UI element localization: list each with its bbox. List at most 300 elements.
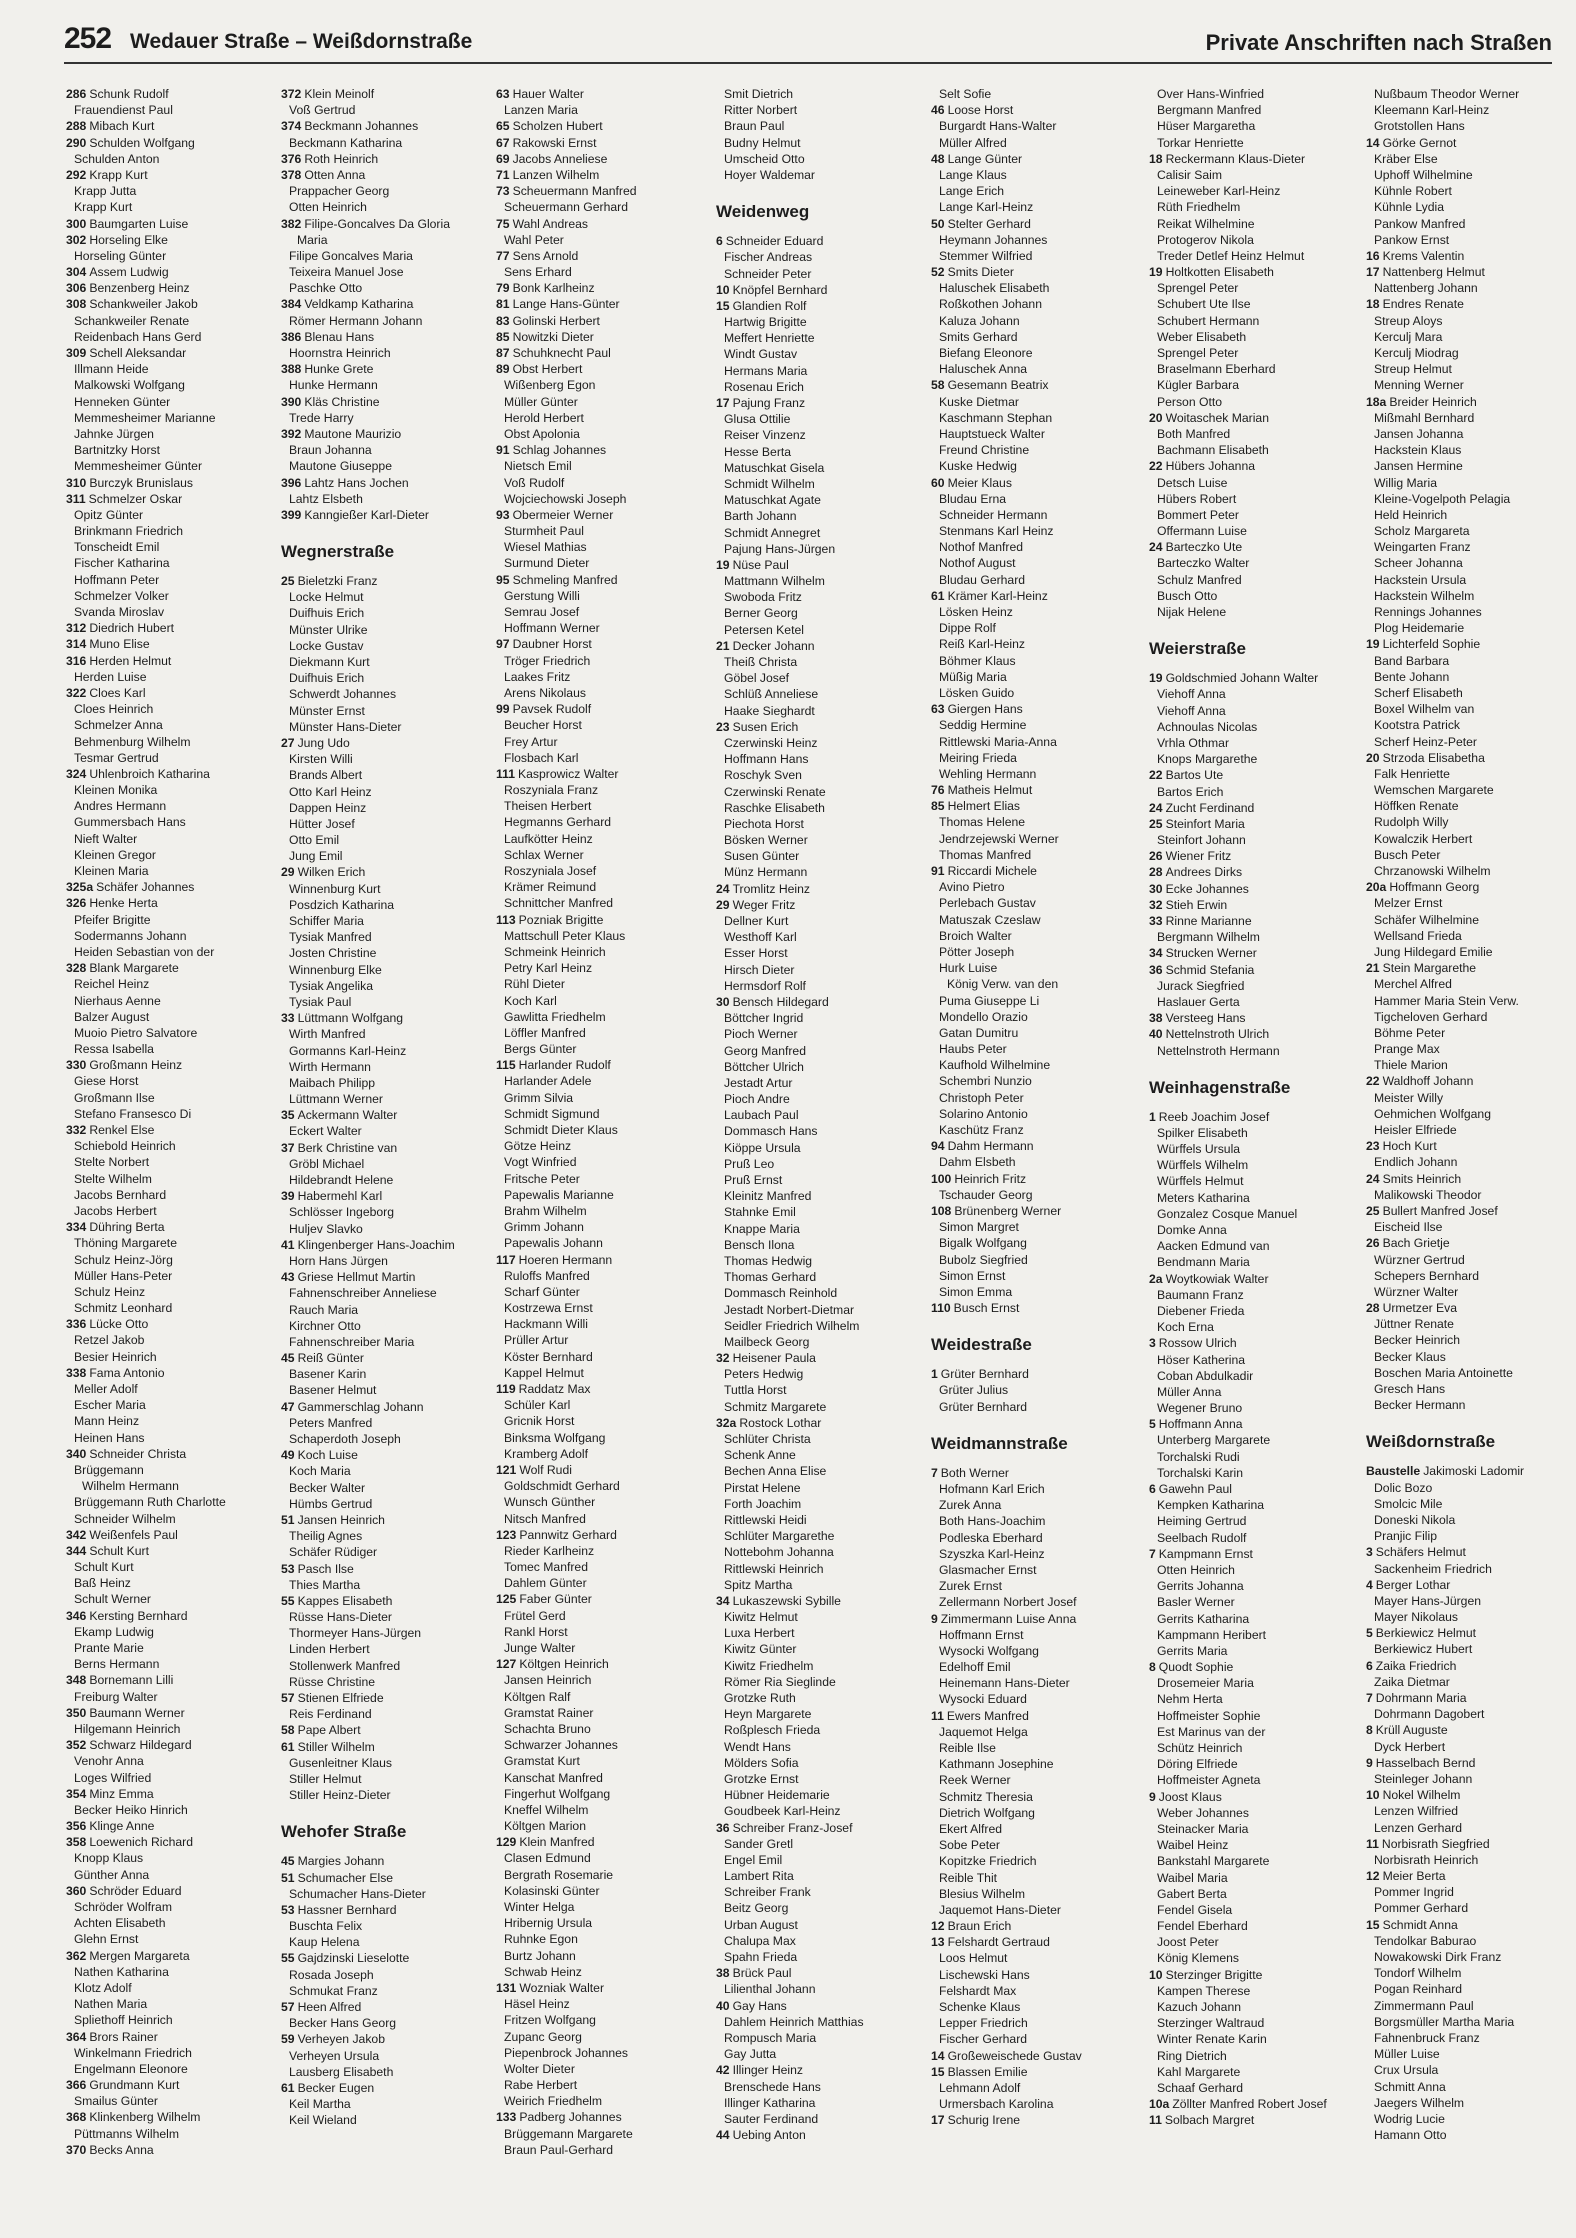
address-entry xyxy=(931,264,1141,280)
address-entry xyxy=(66,701,276,717)
resident-name: Burgardt Hans-Walter xyxy=(939,119,1057,134)
address-entry xyxy=(931,442,1141,458)
address-entry xyxy=(496,798,706,814)
address-entry xyxy=(66,313,276,329)
resident-name: Plog Heidemarie xyxy=(1374,621,1465,636)
address-entry xyxy=(281,458,491,474)
house-number: 36 xyxy=(1149,962,1163,977)
address-entry xyxy=(496,1090,706,1106)
resident-name: Theiß Christa xyxy=(724,655,798,669)
resident-name: Pfeifer Brigitte xyxy=(74,912,151,927)
resident-name: Kolasinski Günter xyxy=(504,1883,600,1898)
resident-name: Perlebach Gustav xyxy=(939,896,1036,911)
resident-name: Laakes Fritz xyxy=(504,669,571,684)
address-entry xyxy=(716,167,926,183)
address-entry xyxy=(1366,86,1576,102)
resident-name: Vogt Winfried xyxy=(504,1155,577,1170)
house-number: 44 xyxy=(716,2128,730,2143)
resident-name: Kowalczik Herbert xyxy=(1374,831,1473,846)
resident-name: Reidenbach Hans Gerd xyxy=(74,329,202,344)
address-entry xyxy=(1366,1496,1576,1512)
resident-name: Schubert Ute Ilse xyxy=(1157,297,1251,312)
house-number: 10 xyxy=(1366,1788,1380,1803)
resident-name: Kirsten Willi xyxy=(289,752,353,767)
resident-name: Hilgemann Heinrich xyxy=(74,1721,181,1736)
address-entry xyxy=(1149,1789,1359,1805)
address-entry xyxy=(66,1235,276,1251)
resident-name: Luxa Herbert xyxy=(724,1626,795,1641)
address-entry xyxy=(66,1073,276,1089)
resident-name: Reiß Günter xyxy=(297,1351,364,1366)
address-entry xyxy=(496,1818,706,1834)
resident-name: Ruloffs Manfred xyxy=(504,1268,590,1283)
address-entry xyxy=(716,1431,926,1447)
address-entry xyxy=(716,557,926,573)
resident-name: Assem Ludwig xyxy=(89,265,169,280)
address-entry xyxy=(1366,1463,1576,1479)
resident-name: Goldschmidt Gerhard xyxy=(504,1479,620,1494)
resident-name: Stienen Elfriede xyxy=(297,1691,384,1705)
address-entry xyxy=(931,2015,1141,2031)
resident-name: Czerwinski Heinz xyxy=(724,735,818,750)
resident-name: Matuschkat Agate xyxy=(724,493,821,508)
house-number: 17 xyxy=(716,396,730,410)
address-entry xyxy=(1149,751,1359,767)
address-entry xyxy=(716,1852,926,1868)
street-heading: Weidestraße xyxy=(931,1335,1032,1355)
address-entry xyxy=(716,1366,926,1382)
resident-name: Rüsse Hans-Dieter xyxy=(289,1610,392,1625)
resident-name: Jacobs Herbert xyxy=(74,1203,157,1218)
resident-name: Stemmer Wilfried xyxy=(939,248,1033,263)
resident-name: Schulz Manfred xyxy=(1157,572,1242,587)
resident-name: Mattmann Wilhelm xyxy=(724,574,825,589)
address-entry xyxy=(66,1478,276,1494)
resident-name: Hauer Walter xyxy=(512,87,584,101)
address-entry xyxy=(1366,1349,1576,1365)
resident-name: Balzer August xyxy=(74,1009,150,1024)
resident-name: Tigcheloven Gerhard xyxy=(1374,1009,1488,1024)
address-entry xyxy=(66,458,276,474)
resident-name: Nietsch Emil xyxy=(504,459,572,474)
address-entry xyxy=(1149,1157,1359,1173)
resident-name: Fingerhut Wolfgang xyxy=(504,1786,611,1801)
address-entry xyxy=(931,620,1141,636)
address-entry xyxy=(496,280,706,296)
address-entry xyxy=(66,1867,276,1883)
house-number: 5 xyxy=(1366,1626,1373,1641)
resident-name: Decker Johann xyxy=(732,638,815,653)
resident-name: Coban Abdulkadir xyxy=(1157,1368,1254,1383)
resident-name: Spahn Frieda xyxy=(724,1950,798,1964)
resident-name: Retzel Jakob xyxy=(74,1333,145,1348)
address-entry xyxy=(281,2080,491,2096)
resident-name: Böttcher Ulrich xyxy=(724,1059,804,1074)
resident-name: Bartos Erich xyxy=(1157,784,1224,799)
resident-name: Weber Johannes xyxy=(1157,1805,1249,1820)
resident-name: Grotzke Ruth xyxy=(724,1691,796,1705)
resident-name: Drosemeier Maria xyxy=(1157,1676,1254,1691)
resident-name: Posdzich Katharina xyxy=(289,897,395,912)
resident-name: Vrhla Othmar xyxy=(1157,735,1230,750)
street-heading: Weidenweg xyxy=(716,202,810,222)
address-entry xyxy=(496,572,706,588)
resident-name: Peters Hedwig xyxy=(724,1367,804,1382)
resident-name: Kiöppe Ursula xyxy=(724,1140,801,1155)
address-entry xyxy=(931,734,1141,750)
address-entry xyxy=(931,248,1141,264)
address-entry xyxy=(281,329,491,345)
resident-name: Stefano Fransesco Di xyxy=(74,1106,192,1121)
resident-name: Lanzen Wilhelm xyxy=(512,167,600,182)
address-entry xyxy=(66,1025,276,1041)
resident-name: Bachmann Elisabeth xyxy=(1157,443,1269,458)
resident-name: Broich Walter xyxy=(939,928,1012,943)
address-entry xyxy=(1149,670,1359,686)
resident-name: Kleinen Gregor xyxy=(74,847,156,862)
address-entry xyxy=(716,1577,926,1593)
house-number: 81 xyxy=(496,297,510,312)
resident-name: Becker Walter xyxy=(289,1480,366,1495)
resident-name: Basener Karin xyxy=(289,1367,367,1382)
house-number: 95 xyxy=(496,572,510,587)
address-entry xyxy=(66,183,276,199)
resident-name: Herden Helmut xyxy=(89,653,172,668)
resident-name: Nattenberg Johann xyxy=(1374,281,1478,296)
resident-name: Jacobs Anneliese xyxy=(512,151,608,166)
resident-name: Schmidt Dieter Klaus xyxy=(504,1123,618,1137)
address-entry xyxy=(931,1041,1141,1057)
resident-name: Hamann Otto xyxy=(1374,2128,1447,2143)
resident-name: Torchalski Rudi xyxy=(1157,1449,1240,1464)
address-entry xyxy=(1149,1449,1359,1465)
address-entry xyxy=(281,1609,491,1625)
resident-name: Leineweber Karl-Heinz xyxy=(1157,184,1281,199)
address-entry xyxy=(931,377,1141,393)
address-entry xyxy=(1149,1999,1359,2015)
resident-name: Haubs Peter xyxy=(939,1042,1007,1057)
resident-name: Kramberg Adolf xyxy=(504,1446,589,1461)
address-entry xyxy=(66,717,276,733)
house-number: 6 xyxy=(1366,1658,1373,1673)
house-number: 69 xyxy=(496,151,510,166)
resident-name: Prange Max xyxy=(1374,1042,1440,1057)
resident-name: Dyck Herbert xyxy=(1374,1739,1446,1754)
resident-name: Berger Lothar xyxy=(1375,1577,1451,1592)
resident-name: Kampen Therese xyxy=(1157,1983,1251,1998)
address-entry xyxy=(1366,1187,1576,1203)
address-entry xyxy=(931,118,1141,134)
address-entry xyxy=(281,442,491,458)
address-entry xyxy=(496,1300,706,1316)
address-entry xyxy=(66,1737,276,1753)
address-entry xyxy=(281,216,491,232)
resident-name: Bieletzki Franz xyxy=(297,574,378,589)
resident-name: Burtz Johann xyxy=(504,1948,576,1963)
house-number: 366 xyxy=(66,2078,87,2093)
address-entry xyxy=(931,1691,1141,1707)
resident-name: Schult Kurt xyxy=(74,1560,134,1575)
address-entry xyxy=(716,605,926,621)
resident-name: Schiffer Maria xyxy=(289,914,364,928)
address-entry xyxy=(1149,1902,1359,1918)
address-entry xyxy=(1149,183,1359,199)
house-number: 6 xyxy=(716,234,723,249)
house-number: 63 xyxy=(931,702,945,717)
resident-name: Költgen Ralf xyxy=(504,1689,571,1704)
address-entry xyxy=(496,1753,706,1769)
resident-name: Seelbach Rudolf xyxy=(1157,1530,1247,1545)
resident-name: Lahtz Hans Jochen xyxy=(304,475,409,490)
resident-name: Dühring Berta xyxy=(89,1220,165,1235)
address-entry xyxy=(496,1672,706,1688)
resident-name: Thies Martha xyxy=(289,1577,361,1592)
resident-name: Pioch Andre xyxy=(724,1092,790,1107)
house-number: 100 xyxy=(931,1171,952,1186)
address-entry xyxy=(716,1285,926,1301)
resident-name: Gawehn Paul xyxy=(1158,1482,1232,1496)
house-number: 11 xyxy=(1149,2113,1162,2128)
address-entry xyxy=(496,750,706,766)
resident-name: Wunsch Günther xyxy=(504,1495,596,1510)
resident-name: Duifhuis Erich xyxy=(289,671,365,686)
resident-name: Ruhnke Egon xyxy=(504,1932,578,1947)
resident-name: Szyszka Karl-Heinz xyxy=(939,1546,1045,1561)
resident-name: Borgsmüller Martha Maria xyxy=(1374,2014,1515,2029)
resident-name: Hildebrandt Helene xyxy=(289,1173,394,1187)
address-entry xyxy=(66,2126,276,2142)
resident-name: Bendmann Maria xyxy=(1157,1255,1250,1270)
resident-name: Pirstat Helene xyxy=(724,1480,801,1495)
resident-name: Stelter Gerhard xyxy=(947,216,1031,231)
address-entry xyxy=(1366,1917,1576,1933)
resident-name: Schwab Heinz xyxy=(504,1964,582,1979)
address-entry xyxy=(66,539,276,555)
house-number: 388 xyxy=(281,362,302,377)
address-entry xyxy=(931,151,1141,167)
resident-name: Dommasch Reinhold xyxy=(724,1286,838,1301)
resident-name: Braun Johanna xyxy=(289,443,372,458)
address-entry xyxy=(931,1546,1141,1562)
resident-name: Pape Albert xyxy=(297,1723,361,1738)
address-entry xyxy=(1366,2079,1576,2095)
resident-name: Tonscheidt Emil xyxy=(74,540,160,555)
resident-name: Knöpfel Bernhard xyxy=(732,282,828,297)
resident-name: Gricnik Horst xyxy=(504,1414,575,1429)
resident-name: Muoio Pietro Salvatore xyxy=(74,1025,198,1040)
resident-name: Jaquemot Hans-Dieter xyxy=(939,1902,1061,1917)
resident-name: Domke Anna xyxy=(1157,1223,1227,1237)
resident-name: Schankweiler Jakob xyxy=(89,297,198,312)
address-entry xyxy=(1366,167,1576,183)
address-entry xyxy=(496,151,706,167)
house-number: 288 xyxy=(66,119,87,134)
house-number: 18 xyxy=(1366,297,1380,312)
address-entry xyxy=(66,1446,276,1462)
address-entry xyxy=(66,1171,276,1187)
address-entry xyxy=(496,1786,706,1802)
resident-name: Willig Maria xyxy=(1374,475,1437,490)
address-entry xyxy=(1149,199,1359,215)
address-entry xyxy=(1149,2080,1359,2096)
resident-name: Laufkötter Heinz xyxy=(504,831,593,846)
house-number: 7 xyxy=(1366,1691,1373,1705)
resident-name: Goldschmied Johann Walter xyxy=(1165,671,1319,686)
house-number: 325a xyxy=(66,880,94,895)
house-number: 314 xyxy=(66,637,87,652)
resident-name: Fendel Eberhard xyxy=(1157,1919,1248,1934)
address-entry xyxy=(716,476,926,492)
resident-name: Bigalk Wolfgang xyxy=(939,1236,1027,1251)
resident-name: Kerculj Miodrag xyxy=(1374,346,1459,360)
resident-name: Reckermann Klaus-Dieter xyxy=(1165,151,1306,166)
address-entry xyxy=(931,912,1141,928)
address-entry xyxy=(66,1931,276,1947)
house-number: 8 xyxy=(1366,1723,1373,1738)
address-entry xyxy=(931,1627,1141,1643)
house-number: 356 xyxy=(66,1819,87,1834)
address-entry xyxy=(716,784,926,800)
address-entry xyxy=(281,1447,491,1463)
address-entry xyxy=(1366,507,1576,523)
resident-name: Georg Manfred xyxy=(724,1043,806,1058)
address-entry xyxy=(1149,1141,1359,1157)
address-entry xyxy=(931,280,1141,296)
house-number: 50 xyxy=(931,216,945,231)
address-entry xyxy=(716,1561,926,1577)
resident-name: Keil Wieland xyxy=(289,2113,357,2128)
resident-name: Sackenheim Friedrich xyxy=(1374,1561,1492,1576)
address-entry xyxy=(1149,1627,1359,1643)
address-entry xyxy=(716,735,926,751)
address-entry xyxy=(716,1949,926,1965)
address-entry xyxy=(66,814,276,830)
address-entry xyxy=(931,1497,1141,1513)
resident-name: Uhlenbroich Katharina xyxy=(89,766,210,781)
address-entry xyxy=(1366,1203,1576,1219)
address-entry xyxy=(1149,945,1359,961)
resident-name: Klotz Adolf xyxy=(74,1980,132,1995)
address-entry xyxy=(496,1834,706,1850)
resident-name: Kleinitz Manfred xyxy=(724,1189,812,1204)
resident-name: Kappel Helmut xyxy=(504,1365,584,1380)
resident-name: Veldkamp Katharina xyxy=(304,297,414,312)
address-entry xyxy=(716,1771,926,1787)
address-entry xyxy=(281,1561,491,1577)
resident-name: Grotzke Ernst xyxy=(724,1771,799,1786)
address-entry xyxy=(1366,685,1576,701)
address-entry xyxy=(281,2112,491,2128)
address-entry xyxy=(281,1886,491,1902)
address-entry xyxy=(716,411,926,427)
resident-name: Eischeid Ilse xyxy=(1374,1220,1443,1235)
house-number: 378 xyxy=(281,167,302,182)
resident-name: Gonzalez Cosque Manuel xyxy=(1157,1206,1298,1221)
resident-name: Dommasch Hans xyxy=(724,1124,818,1139)
address-entry xyxy=(281,1625,491,1641)
address-entry xyxy=(931,329,1141,345)
address-entry xyxy=(496,118,706,134)
street-heading: Weißdornstraße xyxy=(1366,1432,1496,1452)
resident-name: Kühnle Robert xyxy=(1374,184,1452,199)
address-entry xyxy=(66,1122,276,1138)
resident-name: Westhoff Karl xyxy=(724,930,797,945)
resident-name: Hütter Josef xyxy=(289,816,355,831)
resident-name: Lenzen Gerhard xyxy=(1374,1820,1463,1835)
address-entry xyxy=(496,394,706,410)
resident-name: Simon Ernst xyxy=(939,1268,1006,1283)
house-number: 127 xyxy=(496,1657,517,1672)
address-entry xyxy=(496,2093,706,2109)
address-entry xyxy=(1366,313,1576,329)
resident-name: Fritzen Wolfgang xyxy=(504,2013,596,2028)
resident-name: Wolf Rudi xyxy=(519,1462,572,1477)
address-entry xyxy=(1149,816,1359,832)
address-entry xyxy=(281,881,491,897)
resident-name: Sprengel Peter xyxy=(1157,346,1239,360)
house-number: 1 xyxy=(1149,1109,1156,1124)
resident-name: Pranjic Filip xyxy=(1374,1529,1437,1544)
house-number: 51 xyxy=(281,1870,295,1885)
address-entry xyxy=(66,1850,276,1866)
resident-name: Reible Ilse xyxy=(939,1741,996,1755)
address-entry xyxy=(281,1722,491,1738)
address-entry xyxy=(716,1868,926,1884)
house-number: 24 xyxy=(1149,540,1163,555)
resident-name: Schmidt Wilhelm xyxy=(724,476,815,491)
address-entry xyxy=(1366,199,1576,215)
address-entry xyxy=(1149,523,1359,539)
address-entry xyxy=(496,102,706,118)
resident-name: Offermann Luise xyxy=(1157,524,1247,539)
resident-name: Scherf Heinz-Peter xyxy=(1374,734,1477,749)
resident-name: Stiller Helmut xyxy=(289,1771,362,1786)
address-entry xyxy=(281,1853,491,1869)
resident-name: Kirchner Otto xyxy=(289,1318,361,1333)
resident-name: Hoffmann Georg xyxy=(1389,880,1480,895)
address-entry xyxy=(66,361,276,377)
address-entry xyxy=(66,1559,276,1575)
address-entry xyxy=(1149,1853,1359,1869)
address-entry xyxy=(1366,426,1576,442)
address-entry xyxy=(1366,814,1576,830)
resident-name: Bankstahl Margarete xyxy=(1157,1854,1270,1869)
address-entry xyxy=(716,492,926,508)
address-entry xyxy=(281,1706,491,1722)
address-entry xyxy=(931,1203,1141,1219)
resident-name: Böhmer Klaus xyxy=(939,653,1016,668)
address-entry xyxy=(281,1221,491,1237)
address-entry xyxy=(66,1608,276,1624)
resident-name: Wißenberg Egon xyxy=(504,378,596,393)
resident-name: Roth Heinrich xyxy=(304,151,379,166)
address-entry xyxy=(1149,329,1359,345)
address-entry xyxy=(1366,523,1576,539)
house-number: 2a xyxy=(1149,1271,1163,1286)
address-entry xyxy=(66,264,276,280)
address-entry xyxy=(1366,1836,1576,1852)
address-entry xyxy=(1149,167,1359,183)
resident-name: Schütz Heinrich xyxy=(1157,1741,1243,1755)
resident-name: Woytkowiak Walter xyxy=(1165,1271,1269,1286)
resident-name: Bente Johann xyxy=(1374,669,1450,684)
street-heading: Wegnerstraße xyxy=(281,542,395,562)
address-entry xyxy=(496,1057,706,1073)
address-entry xyxy=(931,1025,1141,1041)
resident-name: Kaup Helena xyxy=(289,1935,360,1950)
resident-name: Freiburg Walter xyxy=(74,1689,158,1704)
house-number: 14 xyxy=(931,2048,945,2063)
